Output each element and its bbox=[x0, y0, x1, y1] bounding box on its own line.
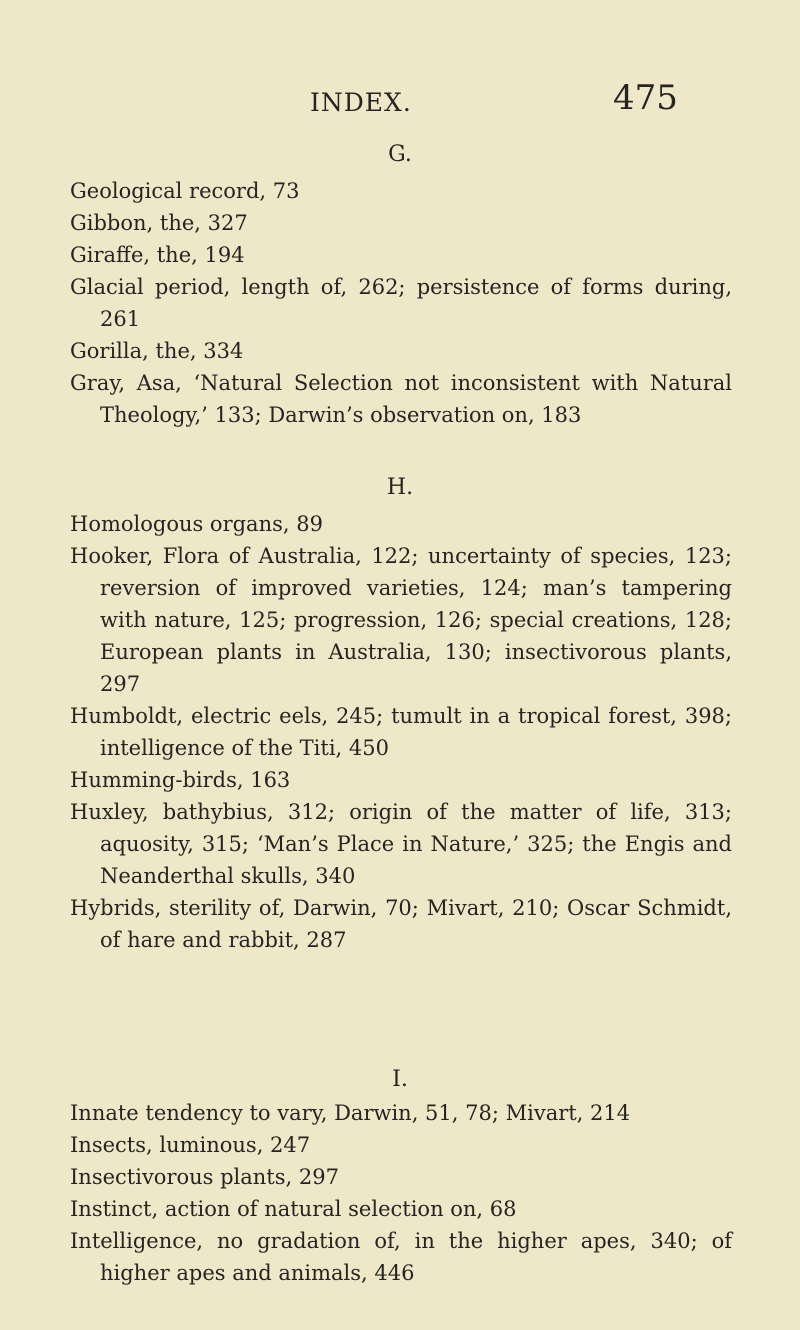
index-entry: Hybrids, sterility of, Darwin, 70; Mivart, 210; Oscar Schmidt, of hare and rabbit, 287 bbox=[70, 896, 732, 952]
section-heading-g: G. bbox=[388, 142, 412, 167]
index-section-h bbox=[70, 508, 732, 956]
running-title: INDEX. bbox=[310, 88, 412, 117]
running-head bbox=[0, 0, 800, 140]
index-section-i bbox=[70, 1097, 732, 1289]
index-entry: Innate tendency to vary, Darwin, 51, 78; Mivart, 214 bbox=[70, 1101, 631, 1125]
index-entry: Intelligence, no gradation of, in the higher apes, 340; of higher apes and animals, 446 bbox=[70, 1229, 732, 1285]
index-section-g bbox=[70, 175, 732, 431]
index-entry: Gray, Asa, ‘Natural Selection not inconsistent with Natural Theology,’ 133; Darwin’s observation on, 183 bbox=[70, 371, 732, 427]
index-entry: Gorilla, the, 334 bbox=[70, 339, 244, 363]
page-number: 475 bbox=[613, 78, 678, 118]
index-entry: Geological record, 73 bbox=[70, 179, 300, 203]
index-entry: Insectivorous plants, 297 bbox=[70, 1165, 339, 1189]
index-entry: Homologous organs, 89 bbox=[70, 512, 323, 536]
section-heading-i: I. bbox=[392, 1067, 408, 1092]
index-entry: Instinct, action of natural selection on, 68 bbox=[70, 1197, 517, 1221]
index-entry: Humming-birds, 163 bbox=[70, 768, 291, 792]
index-entry: Hooker, Flora of Australia, 122; uncertainty of species, 123; reversion of improved varieties, 124; man’s tampering with nature, 125; progression, 126; special creations, 128; European plants in Australia, 130; insectivorous plants, 297 bbox=[70, 544, 732, 696]
index-entry: Giraffe, the, 194 bbox=[70, 243, 245, 267]
index-entry: Insects, luminous, 247 bbox=[70, 1133, 311, 1157]
index-entry: Humboldt, electric eels, 245; tumult in a tropical forest, 398; intelligence of the Titi, 450 bbox=[70, 704, 732, 760]
index-entry: Gibbon, the, 327 bbox=[70, 211, 248, 235]
index-entry: Glacial period, length of, 262; persistence of forms during, 261 bbox=[70, 275, 732, 331]
section-heading-h: H. bbox=[386, 475, 414, 500]
index-entry: Huxley, bathybius, 312; origin of the matter of life, 313; aquosity, 315; ‘Man’s Place in Nature,’ 325; the Engis and Neanderthal skulls, 340 bbox=[70, 800, 732, 888]
